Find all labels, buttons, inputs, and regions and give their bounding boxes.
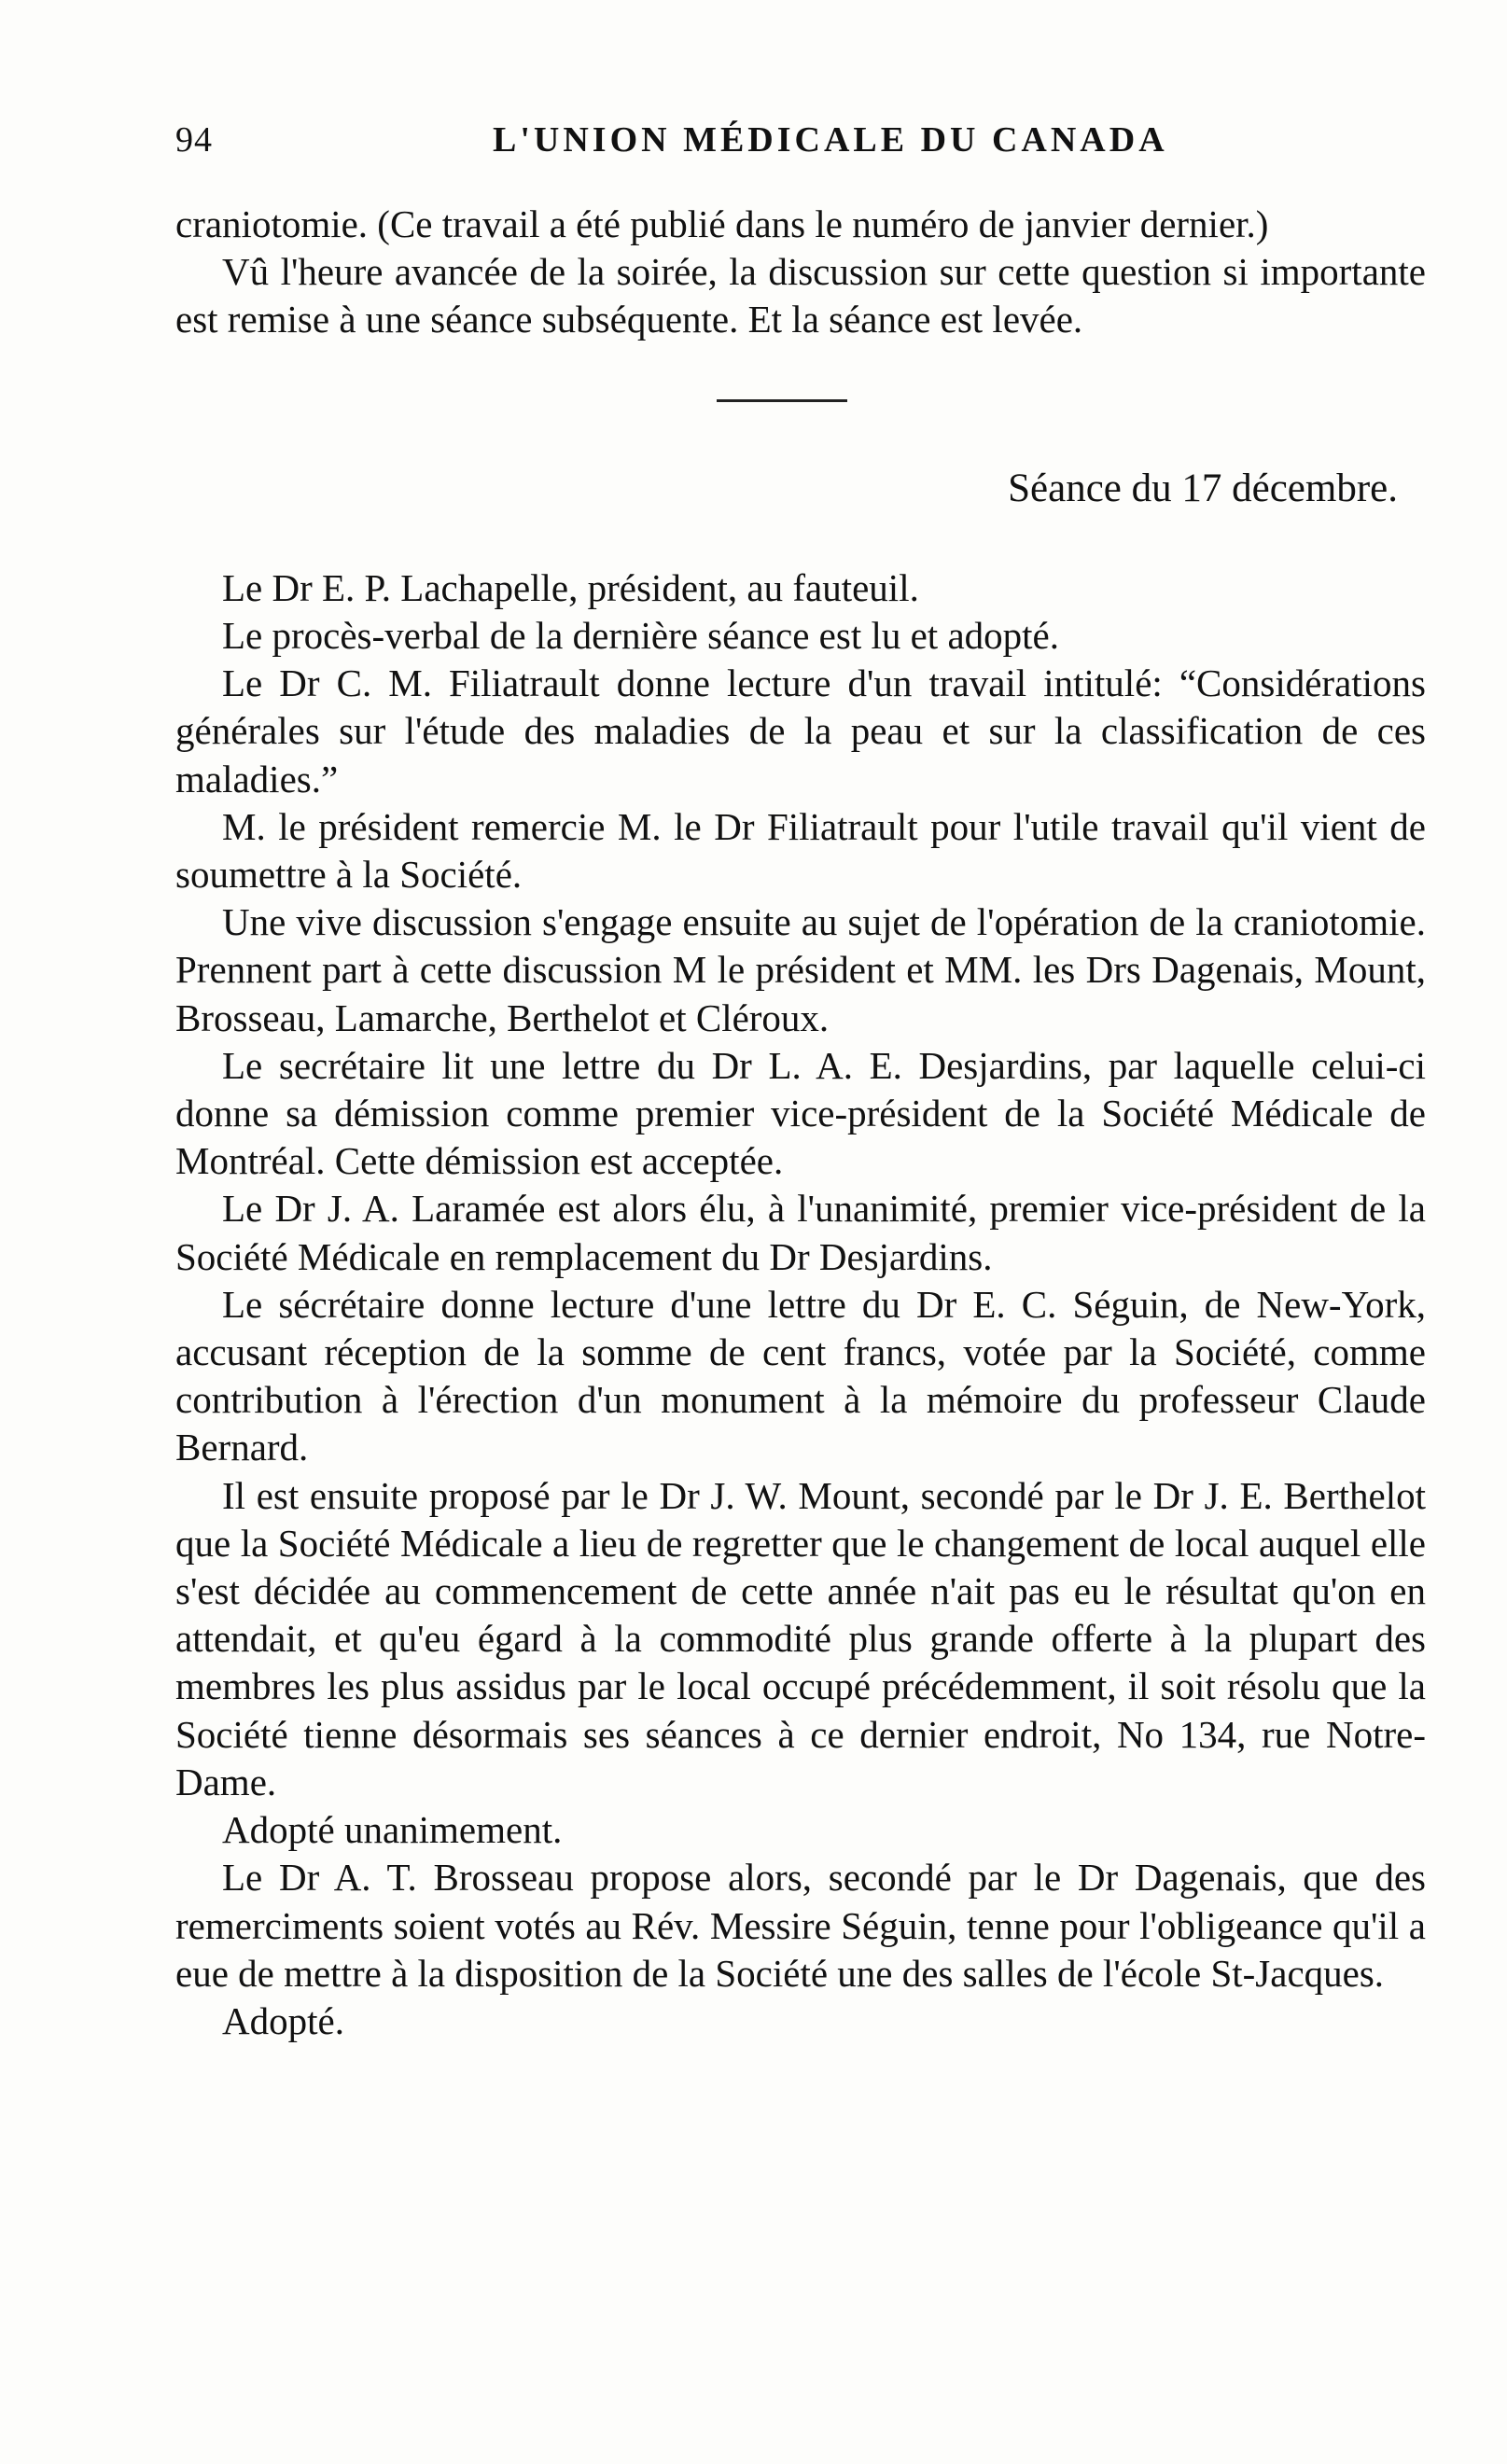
body-text (175, 201, 1426, 2045)
paragraph: Le Dr C. M. Filiatrault donne lecture d'un travail intitulé: “Considérations générales sur l'étude des maladies de la peau et sur la classification de ces maladies.” (175, 661, 1426, 800)
paragraph: Le Dr A. T. Brosseau propose alors, secondé par le Dr Dagenais, que des remerciments soient votés au Rév. Messire Séguin, tenne pour l'obligeance qu'il a eue de mettre à la disposition de la Société une des salles de l'école St-Jacques. (175, 1856, 1426, 1995)
paragraph: Vû l'heure avancée de la soirée, la discussion sur cette question si importante est remise à une séance subséquente. Et la séance est levée. (175, 250, 1426, 341)
page-number: 94 (175, 120, 213, 160)
paragraph: Le secrétaire lit une lettre du Dr L. A. E. Desjardins, par laquelle celui-ci donne sa démission comme premier vice-président de la Société Médicale de Montréal. Cette démission est acceptée. (175, 1043, 1426, 1183)
paragraph: M. le président remercie M. le Dr Filiatrault pour l'utile travail qu'il vient de soumettre à la Société. (175, 804, 1426, 897)
paragraph: Adopté unanimement. (222, 1808, 563, 1852)
paragraph: craniotomie. (Ce travail a été publié dans le numéro de janvier dernier.) (175, 202, 1269, 245)
journal-title: L'UNION MÉDICALE DU CANADA (493, 120, 1168, 160)
paragraph: Le Dr J. A. Laramée est alors élu, à l'unanimité, premier vice-président de la Société Médicale en remplacement du Dr Desjardins. (175, 1187, 1426, 1278)
paragraph: Une vive discussion s'engage ensuite au sujet de l'opération de la craniotomie. Prennent part à cette discussion M le président et MM. les Drs Dagenais, Mount, Brosseau, Lamarche, Berthelot et Cléroux. (175, 900, 1426, 1039)
paragraph: Il est ensuite proposé par le Dr J. W. Mount, secondé par le Dr J. E. Berthelot que la Société Médicale a lieu de regretter que le changement de local auquel elle s'est décidée au commencement de cette année n'ait pas eu le résultat qu'on en attendait, et qu'eu égard à la commodité plus grande offerte à la plupart des membres les plus assidus par le local occupé précédemment, il soit résolu que la Société tienne désormais ses séances à ce dernier endroit, No 134, rue Notre-Dame. (175, 1473, 1426, 1803)
paragraph: Adopté. (222, 1998, 344, 2042)
paragraph: Le procès-verbal de la dernière séance est lu et adopté. (222, 614, 1059, 658)
section-divider (717, 399, 847, 402)
running-header (175, 119, 1379, 164)
paragraph: Le sécrétaire donne lecture d'une lettre du Dr E. C. Séguin, de New-York, accusant réception de la somme de cent francs, votée par la Société, comme contribution à l'érection d'un monument à la mémoire du professeur Claude Bernard. (175, 1282, 1426, 1469)
paragraph: Le Dr E. P. Lachapelle, président, au fauteuil. (222, 565, 919, 609)
session-heading: Séance du 17 décembre. (1008, 466, 1398, 510)
